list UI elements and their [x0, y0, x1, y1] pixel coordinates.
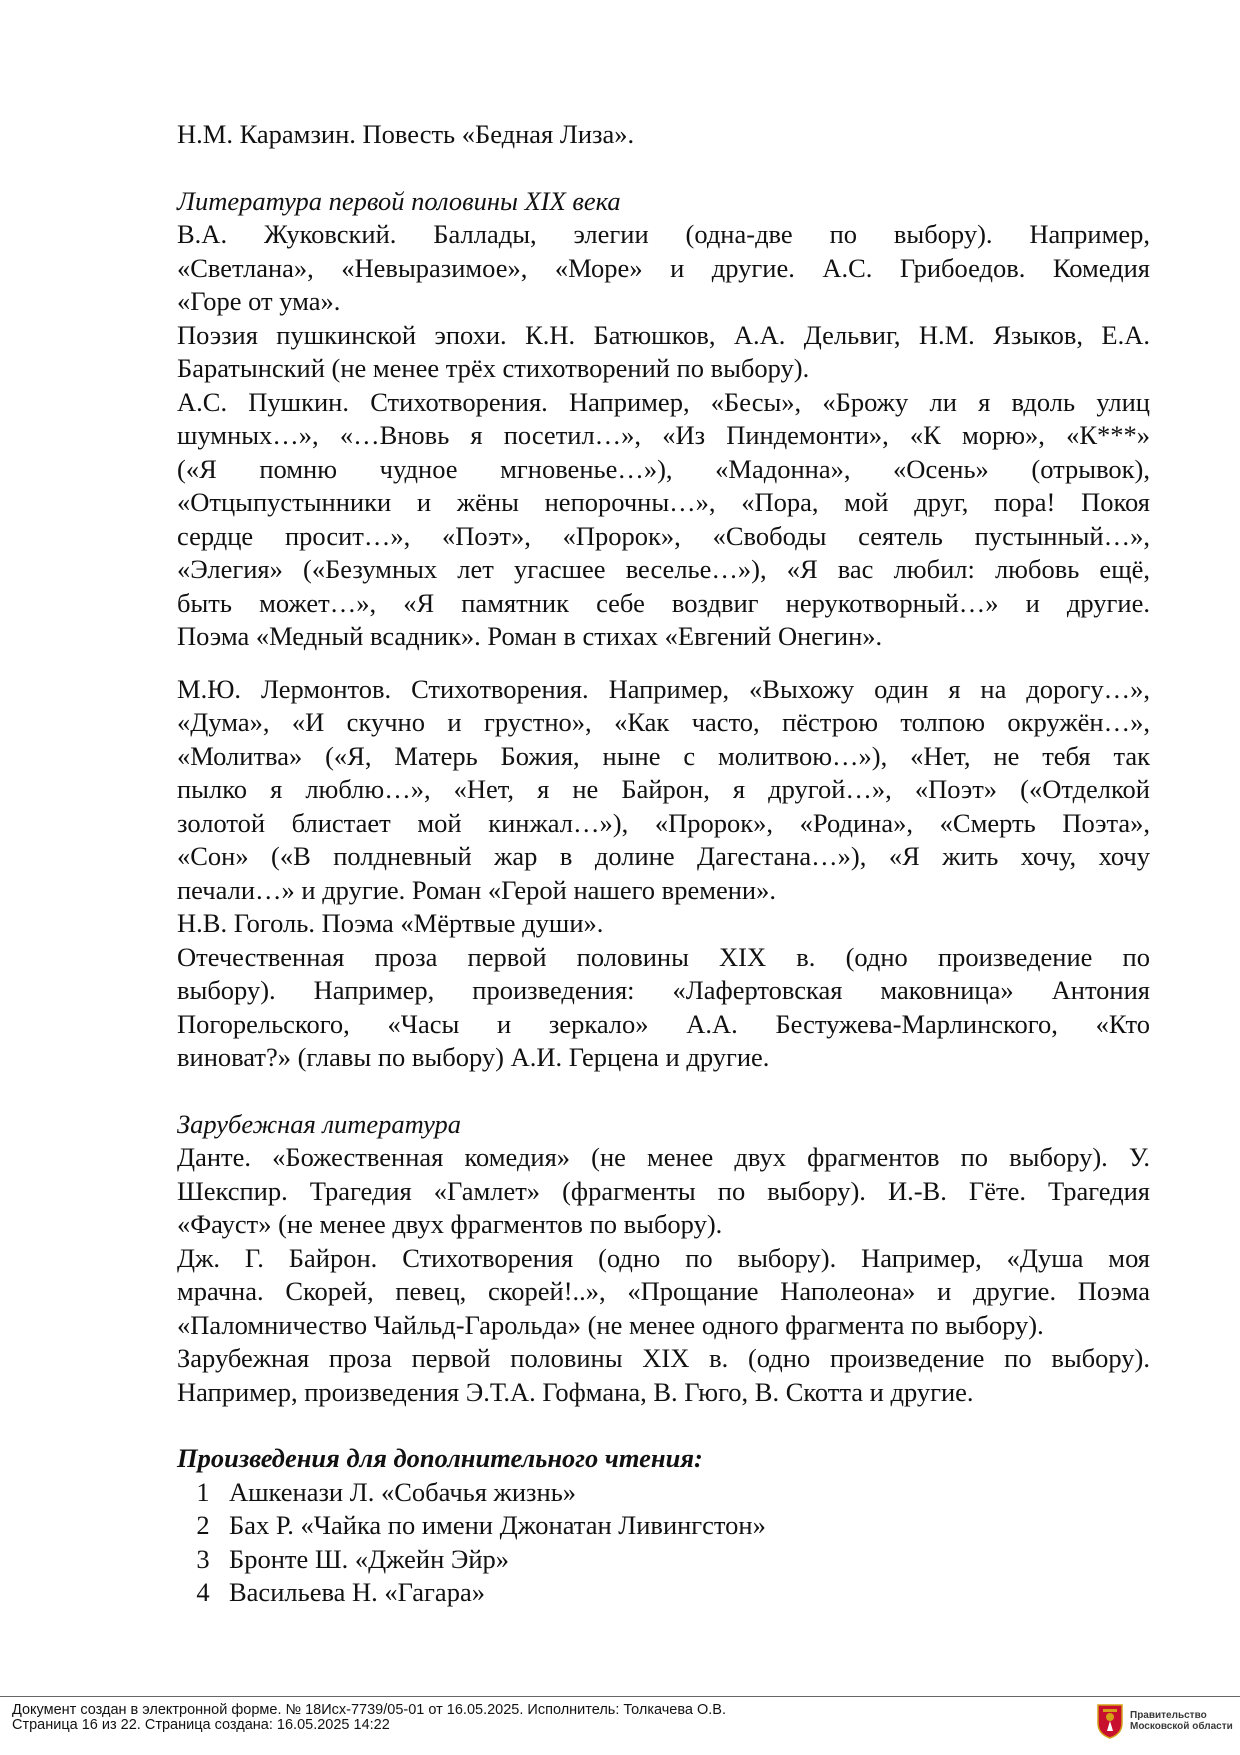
reading-list-text: Бронте Ш. «Джейн Эйр» — [229, 1543, 510, 1574]
footer — [12, 1703, 1092, 1733]
additional-reading-list — [177, 1476, 1150, 1610]
reading-list-text: Ашкенази Л. «Собачья жизнь» — [229, 1476, 577, 1507]
text-line: «Элегия» («Безумных лет угасшее веселье…»), «Я вас любил: любовь ещё, — [177, 554, 1150, 584]
section-19th-century-text-continued — [177, 673, 1150, 1075]
section-19th-century-text — [177, 218, 1150, 654]
crest-icon — [1096, 1703, 1124, 1739]
text-line: «Молитва» («Я, Матерь Божия, ныне с молитвою…»), «Нет, не тебя так — [177, 740, 1150, 771]
reading-list-text: Васильева Н. «Гагара» — [229, 1577, 485, 1607]
text-line: В.А. Жуковский. Баллады, элегии (одна-две по выбору). Например, — [177, 219, 1150, 249]
footer-page-info: Страница 16 из 22. Страница создана: 16.05.2025 14:22 — [12, 1717, 390, 1733]
text-line: сердце просит…», «Поэт», «Пророк», «Свободы сеятель пустынный…», — [177, 520, 1150, 551]
reading-list-number: 3 — [196, 1543, 210, 1574]
reading-list-text: Бах Р. «Чайка по имени Джонатан Ливингстон» — [229, 1510, 766, 1540]
text-line: золотой блистает мой кинжал…»), «Пророк», «Родина», «Смерть Поэта», — [177, 807, 1150, 838]
footer-document-info: Документ создан в электронной форме. № 18Исх-7739/05-01 от 16.05.2025. Исполнитель: Толкачева О.В. — [12, 1702, 726, 1718]
text-line: Баратынский (не менее трёх стихотворений по выбору). — [177, 353, 810, 383]
text-line: виноват?» (главы по выбору) А.И. Герцена и другие. — [177, 1042, 770, 1072]
reading-list-item — [177, 1576, 1150, 1610]
reading-list-item — [177, 1509, 1150, 1543]
section-title-19th-century: Литература первой половины XIX века — [177, 185, 621, 216]
text-line: «Горе от ума». — [177, 286, 341, 316]
text-line: печали…» и другие. Роман «Герой нашего времени». — [177, 874, 776, 905]
text-line: «Паломничество Чайльд-Гарольда» (не менее одного фрагмента по выбору). — [177, 1309, 1044, 1340]
text-line: пылко я люблю…», «Нет, я не Байрон, я другой…», «Поэт» («Отделкой — [177, 774, 1150, 804]
text-line: Дж. Г. Байрон. Стихотворения (одно по выбору). Например, «Душа моя — [177, 1242, 1150, 1273]
text-line: Н.В. Гоголь. Поэма «Мёртвые души». — [177, 908, 604, 938]
text-line: Погорельского, «Часы и зеркало» А.А. Бестужева-Марлинского, «Кто — [177, 1008, 1150, 1039]
intro-line: Н.М. Карамзин. Повесть «Бедная Лиза». — [177, 119, 635, 149]
text-line: Зарубежная проза первой половины XIX в. (одно произведение по выбору). — [177, 1343, 1150, 1373]
text-line: Поэма «Медный всадник». Роман в стихах «Евгений Онегин». — [177, 621, 883, 651]
reading-list-number: 1 — [196, 1476, 210, 1507]
additional-reading-title: Произведения для дополнительного чтения: — [177, 1443, 703, 1473]
text-line: мрачна. Скорей, певец, скорей!..», «Прощание Наполеона» и другие. Поэма — [177, 1276, 1150, 1306]
reading-list-number: 2 — [196, 1510, 210, 1540]
text-line: выбору). Например, произведения: «Лафертовская маковница» Антония — [177, 975, 1150, 1005]
reading-list-item — [177, 1543, 1150, 1577]
text-line: «Сон» («В полдневный жар в долине Дагестана…»), «Я жить хочу, хочу — [177, 841, 1150, 871]
text-line: («Я помню чудное мгновенье…»), «Мадонна», «Осень» (отрывок), — [177, 453, 1150, 484]
text-line: М.Ю. Лермонтов. Стихотворения. Например, «Выхожу один я на дорогу…», — [177, 673, 1150, 704]
reading-list-number: 4 — [196, 1577, 210, 1607]
text-line: Шекспир. Трагедия «Гамлет» (фрагменты по выбору). И.-В. Гёте. Трагедия — [177, 1175, 1150, 1206]
text-line: Поэзия пушкинской эпохи. К.Н. Батюшков, А.А. Дельвиг, Н.М. Языков, Е.А. — [177, 319, 1150, 350]
text-line: шумных…», «…Вновь я посетил…», «Из Пиндемонти», «К морю», «К***» — [177, 420, 1150, 450]
text-line: «Отцыпустынники и жёны непорочны…», «Пора, мой друг, пора! Покоя — [177, 487, 1150, 517]
section-title-foreign-literature: Зарубежная литература — [177, 1108, 462, 1139]
text-line: быть может…», «Я памятник себе воздвиг нерукотворный…» и другие. — [177, 587, 1150, 618]
text-line: Данте. «Божественная комедия» (не менее двух фрагментов по выбору). У. — [177, 1142, 1150, 1172]
government-logo — [1096, 1702, 1236, 1740]
document-body — [177, 118, 1150, 1610]
text-line: Например, произведения Э.Т.А. Гофмана, В. Гюго, В. Скотта и другие. — [177, 1376, 974, 1407]
text-line: «Светлана», «Невыразимое», «Море» и другие. А.С. Грибоедов. Комедия — [177, 252, 1150, 283]
text-line: Отечественная проза первой половины XIX в. (одно произведение по — [177, 941, 1150, 972]
reading-list-item — [177, 1476, 1150, 1510]
logo-text-line2: Московской области — [1130, 1721, 1233, 1732]
text-line: «Дума», «И скучно и грустно», «Как часто, пёстрою толпою окружён…», — [177, 707, 1150, 737]
logo-text-line1: Правительство — [1130, 1710, 1207, 1721]
footer-divider — [0, 1696, 1240, 1697]
section-foreign-literature-text — [177, 1141, 1150, 1409]
text-line: А.С. Пушкин. Стихотворения. Например, «Бесы», «Брожу ли я вдоль улиц — [177, 386, 1150, 417]
text-line: «Фауст» (не менее двух фрагментов по выбору). — [177, 1209, 723, 1239]
